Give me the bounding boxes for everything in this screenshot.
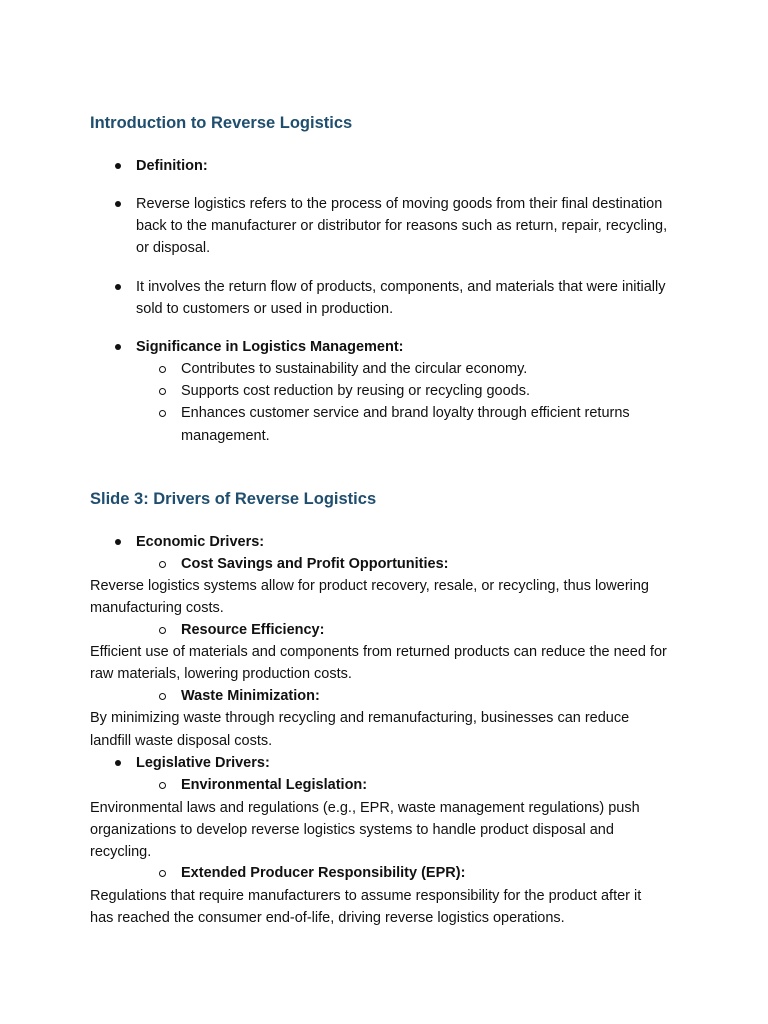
sub-bullet (159, 410, 166, 417)
paragraph-line: Environmental laws and regulations (e.g., EPR, waste management regulations) push (90, 800, 640, 816)
list-item: Enhances customer service and brand loyalty through efficient returns (181, 405, 630, 421)
paragraph-line: raw materials, lowering production costs. (90, 666, 352, 682)
bullet (115, 284, 121, 290)
bullet (115, 163, 121, 169)
resource-efficiency-label: Resource Efficiency: (181, 622, 325, 638)
paragraph-line: has reached the consumer end-of-life, driving reverse logistics operations. (90, 910, 565, 926)
sub-bullet (159, 627, 166, 634)
paragraph-line: landfill waste disposal costs. (90, 733, 273, 749)
bullet (115, 344, 121, 350)
paragraph-line: By minimizing waste through recycling and remanufacturing, businesses can reduce (90, 710, 630, 726)
sub-bullet (159, 561, 166, 568)
environmental-legislation-label: Environmental Legislation: (181, 777, 368, 793)
waste-minimization-label: Waste Minimization: (181, 688, 320, 704)
paragraph-line: organizations to develop reverse logistics systems to handle product disposal and (90, 822, 614, 838)
paragraph-line: Regulations that require manufacturers to assume responsibility for the product after it (90, 888, 642, 904)
epr-label: Extended Producer Responsibility (EPR): (181, 865, 466, 881)
paragraph-line: Efficient use of materials and components from returned products can reduce the need for (90, 644, 667, 660)
paragraph-line: recycling. (90, 844, 152, 860)
bullet (115, 201, 121, 207)
bullet (115, 539, 121, 545)
legislative-drivers-label: Legislative Drivers: (136, 755, 270, 771)
paragraph-line: manufacturing costs. (90, 600, 224, 616)
significance-label: Significance in Logistics Management: (136, 339, 404, 355)
paragraph-line: Reverse logistics refers to the process of moving goods from their final destination (136, 196, 663, 212)
paragraph-line: Reverse logistics systems allow for product recovery, resale, or recycling, thus lowering (90, 578, 649, 594)
sub-bullet (159, 366, 166, 373)
section-heading-intro: Introduction to Reverse Logistics (90, 114, 353, 132)
cost-savings-label: Cost Savings and Profit Opportunities: (181, 556, 449, 572)
bullet (115, 760, 121, 766)
list-item: management. (181, 428, 270, 444)
paragraph-line: It involves the return flow of products, components, and materials that were initially (136, 279, 666, 295)
sub-bullet (159, 782, 166, 789)
sub-bullet (159, 870, 166, 877)
paragraph-line: or disposal. (136, 240, 211, 256)
paragraph-line: sold to customers or used in production. (136, 301, 394, 317)
definition-label: Definition: (136, 158, 208, 174)
economic-drivers-label: Economic Drivers: (136, 534, 265, 550)
sub-bullet (159, 693, 166, 700)
sub-bullet (159, 388, 166, 395)
section-heading-drivers: Slide 3: Drivers of Reverse Logistics (90, 490, 377, 508)
list-item: Contributes to sustainability and the circular economy. (181, 361, 528, 377)
paragraph-line: back to the manufacturer or distributor for reasons such as return, repair, recycling, (136, 218, 668, 234)
list-item: Supports cost reduction by reusing or recycling goods. (181, 383, 530, 399)
